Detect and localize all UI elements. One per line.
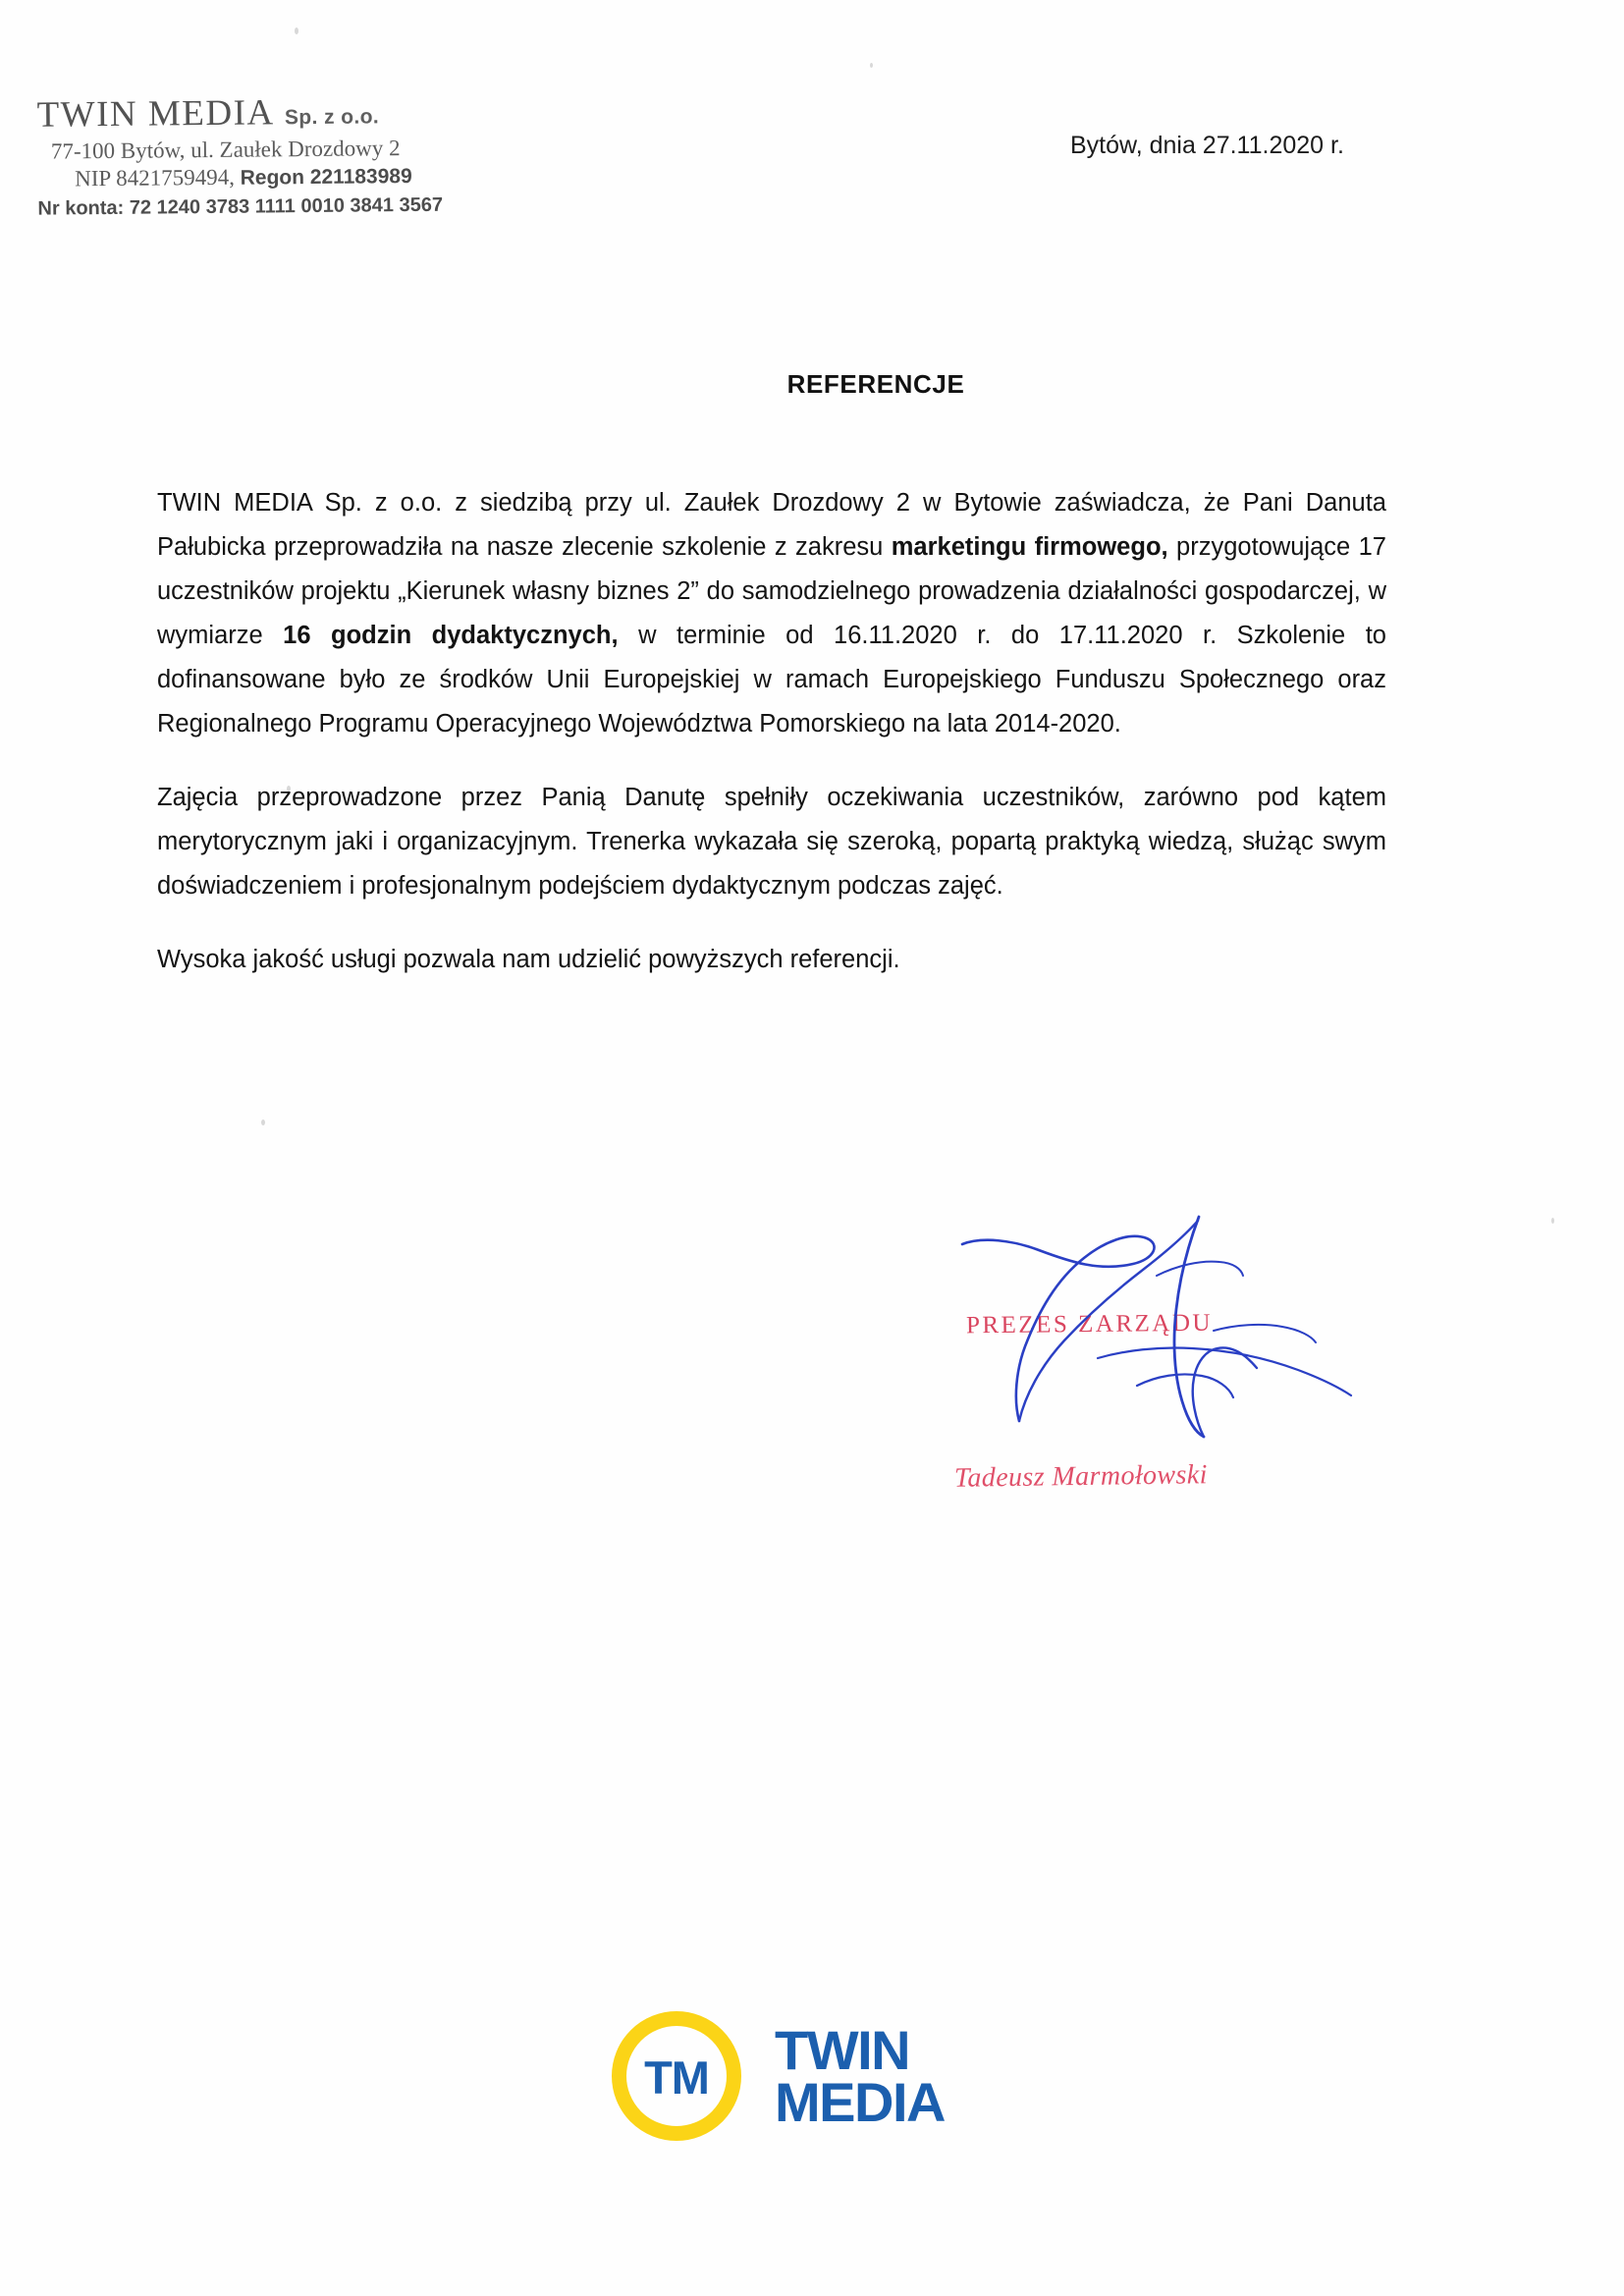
signature-block <box>943 1193 1355 1494</box>
logo-word-line-1: TWIN <box>775 2018 910 2081</box>
scan-speck <box>1551 1218 1554 1224</box>
nip-value: 8421759494, <box>116 164 236 191</box>
scan-speck <box>870 63 873 68</box>
letterhead-address: 77-100 Bytów, ul. Zaułek Drozdowy 2 <box>50 135 401 164</box>
letterhead-tax-ids <box>37 161 587 191</box>
logo-monogram-text: TM <box>644 2050 709 2104</box>
logo-word-line-2: MEDIA <box>775 2071 945 2133</box>
paragraph-1-bold-1: marketingu firmowego, <box>891 533 1168 561</box>
page-title: REFERENCJE <box>786 369 965 399</box>
company-legal-form: Sp. z o.o. <box>284 105 380 130</box>
paragraph-2: Zajęcia przeprowadzone przez Panią Danutę spełniły oczekiwania uczestników, zarówno pod kątem merytorycznym jaki i organizacyjnym. Trenerka wykazała się szeroką, popartą praktyką wiedzą, służąc swym doświadczeniem i profesjonalnym podejściem dydaktycznym podczas zajęć. <box>157 784 1386 900</box>
document-body <box>157 481 1386 982</box>
letterhead-stamp <box>36 91 587 220</box>
scan-speck <box>261 1120 265 1125</box>
nip-label: NIP <box>75 165 111 191</box>
letterhead-bank-account <box>37 190 587 220</box>
paragraph-1-part-2: przygotowujące 17 uczestników projektu „Kierunek własny biznes 2” do samodzielnego prowadzenia działalności gospodarczej, w wymiarze <box>157 533 1386 649</box>
stamp-role-text: PREZES ZARZĄDU <box>965 1309 1214 1339</box>
company-name: TWIN MEDIA <box>36 92 275 136</box>
account-number: 72 1240 3783 1111 0010 3841 3567 <box>129 193 444 219</box>
scan-speck <box>295 27 298 34</box>
logo-wordmark <box>775 2018 945 2133</box>
paragraph-3: Wysoka jakość usługi pozwala nam udzielić powyższych referencji. <box>157 946 900 973</box>
letterhead-company-line <box>36 91 586 135</box>
handwritten-signature <box>923 1193 1375 1458</box>
date-line: Bytów, dnia 27.11.2020 r. <box>1070 132 1344 159</box>
regon-label: Regon <box>240 165 305 190</box>
stamp-name-text: Tadeusz Marmołowski <box>953 1459 1209 1494</box>
paragraph-1-part-1: TWIN MEDIA Sp. z o.o. z siedzibą przy ul. Zaułek Drozdowy 2 w Bytowie zaświadcza, że Pani Danuta Pałubicka przeprowadziła na nasze zlecenie szkolenie z zakresu <box>157 489 1386 561</box>
footer-logo <box>612 2011 945 2141</box>
logo-monogram-circle <box>612 2011 741 2141</box>
account-label: Nr konta: <box>37 196 125 220</box>
paragraph-1-bold-2: 16 godzin dydaktycznych, <box>283 622 619 649</box>
regon-value: 221183989 <box>309 164 412 189</box>
paragraph-1-part-3: w terminie od 16.11.2020 r. do 17.11.2020 r. Szkolenie to dofinansowane było ze środków Unii Europejskiej w ramach Europejskiego Funduszu Społecznego oraz Regionalnego Programu Operacyjnego Województwa Pomorskiego na lata 2014-2020. <box>157 622 1386 738</box>
paragraph-1 <box>157 481 1386 746</box>
